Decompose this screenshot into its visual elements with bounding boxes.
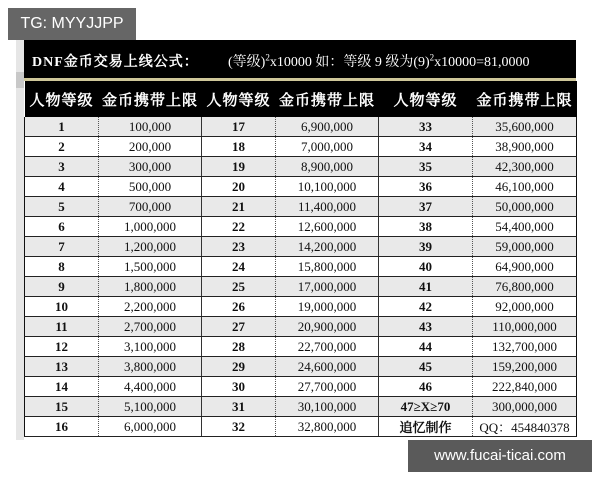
- level-cell: 36: [379, 177, 473, 197]
- gold-limit-cell: 3,100,000: [99, 337, 202, 357]
- level-cell: 20: [202, 177, 276, 197]
- table-row: [25, 157, 577, 177]
- title-label: DNF金币交易上线公式：: [32, 55, 199, 70]
- level-cell: 40: [379, 257, 473, 277]
- gold-limit-cell: 6,000,000: [99, 417, 202, 437]
- level-cell: 38: [379, 217, 473, 237]
- level-cell: 7: [25, 237, 99, 257]
- gold-limit-cell: 11,400,000: [276, 197, 379, 217]
- header-level-2: 人物等级: [202, 81, 276, 117]
- table-row: [25, 417, 577, 437]
- level-cell: 26: [202, 297, 276, 317]
- gold-limit-cell: 8,900,000: [276, 157, 379, 177]
- level-cell: 45: [379, 357, 473, 377]
- gold-limit-cell: 5,100,000: [99, 397, 202, 417]
- gold-limit-cell: 7,000,000: [276, 137, 379, 157]
- gold-limit-cell: QQ：454840378: [473, 417, 577, 437]
- gold-limit-cell: 1,200,000: [99, 237, 202, 257]
- gold-limit-cell: 24,600,000: [276, 357, 379, 377]
- gold-limit-table: [24, 81, 577, 437]
- level-cell: 8: [25, 257, 99, 277]
- level-cell: 5: [25, 197, 99, 217]
- level-cell: 22: [202, 217, 276, 237]
- gold-limit-cell: 50,000,000: [473, 197, 577, 217]
- level-cell: 24: [202, 257, 276, 277]
- header-limit-1: 金币携带上限: [99, 81, 202, 117]
- gold-limit-sheet: [24, 40, 576, 437]
- table-row: [25, 317, 577, 337]
- gold-limit-cell: 15,800,000: [276, 257, 379, 277]
- formula-middle: x10000 如：等级 9 级为(9): [269, 55, 430, 70]
- table-row: [25, 277, 577, 297]
- level-cell: 17: [202, 117, 276, 137]
- level-cell: 6: [25, 217, 99, 237]
- gold-limit-cell: 12,600,000: [276, 217, 379, 237]
- table-row: [25, 237, 577, 257]
- header-level-1: 人物等级: [25, 81, 99, 117]
- gold-limit-cell: 10,100,000: [276, 177, 379, 197]
- left-margin-marker: [16, 72, 24, 88]
- table-row: [25, 177, 577, 197]
- level-cell: 28: [202, 337, 276, 357]
- level-cell: 44: [379, 337, 473, 357]
- level-cell: 37: [379, 197, 473, 217]
- level-cell: 11: [25, 317, 99, 337]
- level-cell: 15: [25, 397, 99, 417]
- gold-limit-cell: 19,000,000: [276, 297, 379, 317]
- level-cell: 21: [202, 197, 276, 217]
- level-cell: 19: [202, 157, 276, 177]
- gold-limit-cell: 1,000,000: [99, 217, 202, 237]
- gold-limit-cell: 59,000,000: [473, 237, 577, 257]
- level-cell: 41: [379, 277, 473, 297]
- gold-limit-cell: 100,000: [99, 117, 202, 137]
- gold-limit-cell: 22,700,000: [276, 337, 379, 357]
- level-cell: 16: [25, 417, 99, 437]
- level-cell: 33: [379, 117, 473, 137]
- level-cell: 29: [202, 357, 276, 377]
- title-bar: [24, 40, 576, 78]
- gold-limit-cell: 32,800,000: [276, 417, 379, 437]
- table-row: [25, 357, 577, 377]
- gold-limit-cell: 30,100,000: [276, 397, 379, 417]
- gold-limit-cell: 159,200,000: [473, 357, 577, 377]
- gold-limit-cell: 2,200,000: [99, 297, 202, 317]
- level-cell: 9: [25, 277, 99, 297]
- level-cell: 42: [379, 297, 473, 317]
- level-cell: 12: [25, 337, 99, 357]
- gold-limit-cell: 38,900,000: [473, 137, 577, 157]
- gold-limit-cell: 700,000: [99, 197, 202, 217]
- gold-limit-cell: 27,700,000: [276, 377, 379, 397]
- gold-limit-cell: 76,800,000: [473, 277, 577, 297]
- watermark: www.fucai-ticai.com: [408, 440, 592, 472]
- gold-limit-cell: 132,700,000: [473, 337, 577, 357]
- gold-limit-cell: 1,500,000: [99, 257, 202, 277]
- level-cell: 18: [202, 137, 276, 157]
- gold-limit-cell: 6,900,000: [276, 117, 379, 137]
- gold-limit-cell: 54,400,000: [473, 217, 577, 237]
- title-formula: [228, 51, 530, 71]
- gold-limit-cell: 1,800,000: [99, 277, 202, 297]
- formula-prefix: (等级): [228, 55, 266, 70]
- gold-limit-cell: 35,600,000: [473, 117, 577, 137]
- gold-limit-cell: 110,000,000: [473, 317, 577, 337]
- level-cell: 35: [379, 157, 473, 177]
- level-cell: 13: [25, 357, 99, 377]
- gold-limit-cell: 64,900,000: [473, 257, 577, 277]
- header-level-3: 人物等级: [379, 81, 473, 117]
- gold-limit-cell: 222,840,000: [473, 377, 577, 397]
- header-limit-3: 金币携带上限: [473, 81, 577, 117]
- level-cell: 27: [202, 317, 276, 337]
- table-row: [25, 197, 577, 217]
- level-cell: 25: [202, 277, 276, 297]
- formula-exponent: 2: [265, 52, 270, 63]
- table-row: [25, 397, 577, 417]
- table-row: [25, 297, 577, 317]
- level-cell: 34: [379, 137, 473, 157]
- level-cell: 14: [25, 377, 99, 397]
- table-row: [25, 257, 577, 277]
- header-row: [25, 81, 577, 117]
- table-row: [25, 217, 577, 237]
- level-cell: 23: [202, 237, 276, 257]
- level-cell: 2: [25, 137, 99, 157]
- left-margin-strip: [16, 40, 24, 440]
- gold-limit-cell: 200,000: [99, 137, 202, 157]
- gold-limit-cell: 4,400,000: [99, 377, 202, 397]
- gold-limit-cell: 500,000: [99, 177, 202, 197]
- gold-limit-cell: 20,900,000: [276, 317, 379, 337]
- formula-suffix: x10000=81,0000: [434, 55, 530, 70]
- formula-exponent-2: 2: [429, 52, 435, 63]
- gold-limit-cell: 92,000,000: [473, 297, 577, 317]
- table-row: [25, 377, 577, 397]
- gold-limit-cell: 3,800,000: [99, 357, 202, 377]
- table-row: [25, 117, 577, 137]
- level-cell: 追忆制作: [379, 417, 473, 437]
- level-cell: 1: [25, 117, 99, 137]
- gold-limit-cell: 300,000: [99, 157, 202, 177]
- level-cell: 43: [379, 317, 473, 337]
- table-row: [25, 137, 577, 157]
- level-cell: 31: [202, 397, 276, 417]
- gold-limit-cell: 17,000,000: [276, 277, 379, 297]
- gold-limit-cell: 14,200,000: [276, 237, 379, 257]
- gold-limit-cell: 42,300,000: [473, 157, 577, 177]
- level-cell: 30: [202, 377, 276, 397]
- level-cell: 3: [25, 157, 99, 177]
- gold-limit-cell: 300,000,000: [473, 397, 577, 417]
- level-cell: 10: [25, 297, 99, 317]
- table-row: [25, 337, 577, 357]
- gold-limit-cell: 2,700,000: [99, 317, 202, 337]
- level-cell: 4: [25, 177, 99, 197]
- level-cell: 32: [202, 417, 276, 437]
- header-limit-2: 金币携带上限: [276, 81, 379, 117]
- tg-badge: TG: MYYJJPP: [8, 8, 136, 40]
- level-cell: 39: [379, 237, 473, 257]
- level-cell: 46: [379, 377, 473, 397]
- gold-limit-cell: 46,100,000: [473, 177, 577, 197]
- level-cell: 47≥X≥70: [379, 397, 473, 417]
